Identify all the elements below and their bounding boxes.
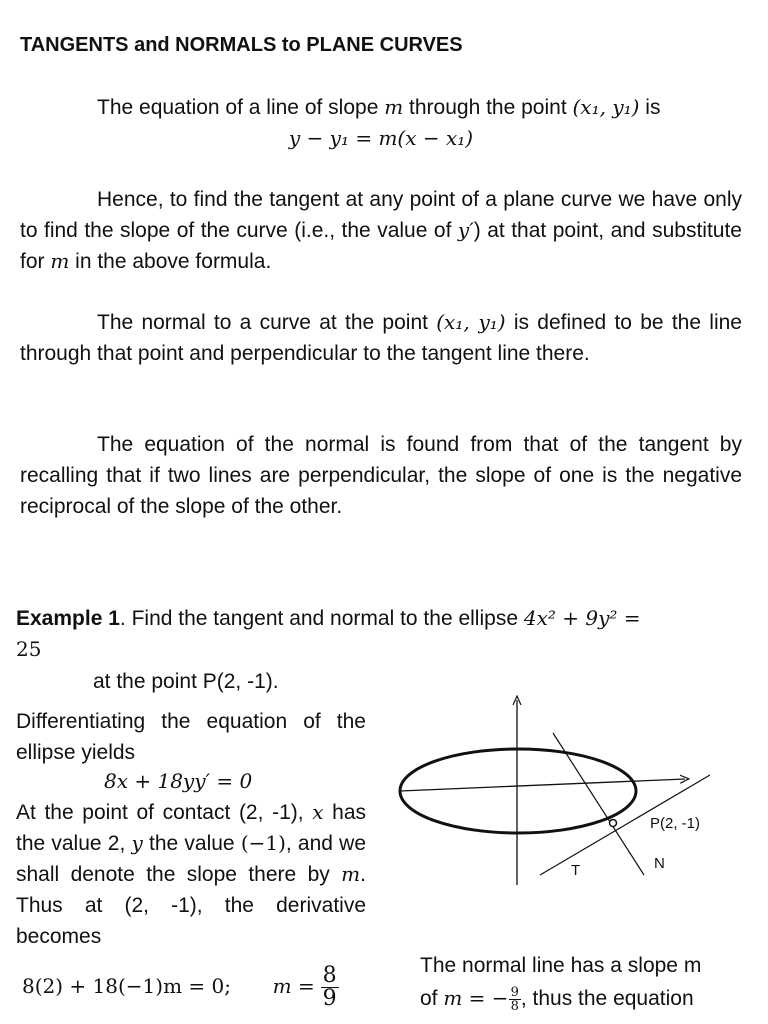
slope-denominator: 9 bbox=[322, 985, 337, 1011]
example-point: at the point P(2, -1). bbox=[93, 670, 279, 693]
tangent-text-2: ) at that point, and substitute for bbox=[20, 219, 742, 273]
intro-point: (x₁, y₁) bbox=[572, 95, 640, 119]
normal-point: (x₁, y₁) bbox=[436, 310, 506, 334]
example-label: Example 1 bbox=[16, 607, 120, 630]
contact-m: m bbox=[341, 862, 361, 886]
normal-slope-text-2: of bbox=[420, 987, 438, 1010]
normal-numerator: 9 bbox=[510, 984, 519, 1000]
tangent-yprime: y′ bbox=[457, 218, 474, 242]
intro-text-suffix: is bbox=[645, 96, 661, 119]
substitution-line bbox=[22, 958, 402, 1015]
intro-text: The equation of a line of slope bbox=[97, 96, 379, 119]
tangent-paragraph bbox=[20, 184, 742, 277]
example-text: . Find the tangent and normal to the ellipse bbox=[119, 607, 518, 630]
contact-paragraph bbox=[16, 797, 366, 952]
contact-neg1: (−1) bbox=[240, 831, 286, 855]
example-heading bbox=[16, 603, 746, 665]
tangent-text-3: in the above formula. bbox=[75, 250, 272, 273]
contact-x: x bbox=[312, 800, 324, 824]
slope-numerator: 8 bbox=[322, 962, 337, 988]
reciprocal-text: The equation of the normal is found from that of the tangent by recalling that if two lines are perpendicular, the slope of one is the negative reciprocal of the slope of the other. bbox=[20, 433, 742, 518]
normal-slope-text-3: , thus the equation bbox=[520, 987, 694, 1010]
contact-text-d: , and we shall denote the slope there by bbox=[16, 832, 367, 886]
contact-y: y bbox=[131, 831, 143, 855]
normal-m: m = − bbox=[443, 986, 509, 1010]
tangent-m: m bbox=[50, 249, 70, 273]
normal-fraction bbox=[509, 986, 521, 1013]
ellipse-equation: 4x² + 9y² = bbox=[523, 606, 641, 630]
normal-paragraph bbox=[20, 307, 742, 369]
ellipse-equation-rhs: 25 bbox=[16, 637, 42, 661]
label-n: N bbox=[654, 855, 665, 872]
contact-text-a: At the point of contact (2, -1), bbox=[16, 801, 304, 824]
label-p: P(2, -1) bbox=[650, 815, 701, 832]
intro-paragraph bbox=[20, 92, 742, 154]
normal-denominator: 8 bbox=[510, 998, 519, 1014]
page-title: TANGENTS and NORMALS to PLANE CURVES bbox=[20, 34, 463, 56]
ellipse-diagram bbox=[380, 690, 740, 895]
label-t: T bbox=[571, 862, 581, 879]
m-equals: m = bbox=[272, 974, 315, 998]
substitution-equation: 8(2) + 18(−1)m = 0; bbox=[22, 974, 231, 998]
tangent-text-1: Hence, to find the tangent at any point of a plane curve we have only to find the slope of the curve (i.e., the value of bbox=[20, 188, 742, 242]
normal-slope-paragraph bbox=[420, 950, 750, 1014]
reciprocal-paragraph bbox=[20, 429, 742, 522]
contact-text-e: . Thus at (2, -1), the derivative becomes bbox=[16, 863, 366, 948]
normal-text-2: is defined to be the line through that point and perpendicular to the tangent line there. bbox=[20, 311, 742, 365]
normal-text-1: The normal to a curve at the point bbox=[97, 311, 428, 334]
differentiate-text: Differentiating the equation of the ellipse yields bbox=[16, 710, 366, 764]
line-formula: y − y₁ = m(x − x₁) bbox=[288, 126, 474, 150]
slope-fraction bbox=[321, 962, 339, 1011]
intro-m: m bbox=[384, 95, 404, 119]
intro-text-mid: through the point bbox=[409, 96, 567, 119]
derivative-equation: 8x + 18yy′ = 0 bbox=[104, 769, 253, 793]
x-axis bbox=[400, 779, 685, 791]
point-p-marker bbox=[610, 820, 617, 827]
ellipse-curve bbox=[400, 749, 636, 833]
normal-slope-text-1: The normal line has a slope m bbox=[420, 954, 702, 977]
contact-text-c: the value bbox=[149, 832, 235, 855]
contact-text-b: has the value 2, bbox=[16, 801, 366, 855]
